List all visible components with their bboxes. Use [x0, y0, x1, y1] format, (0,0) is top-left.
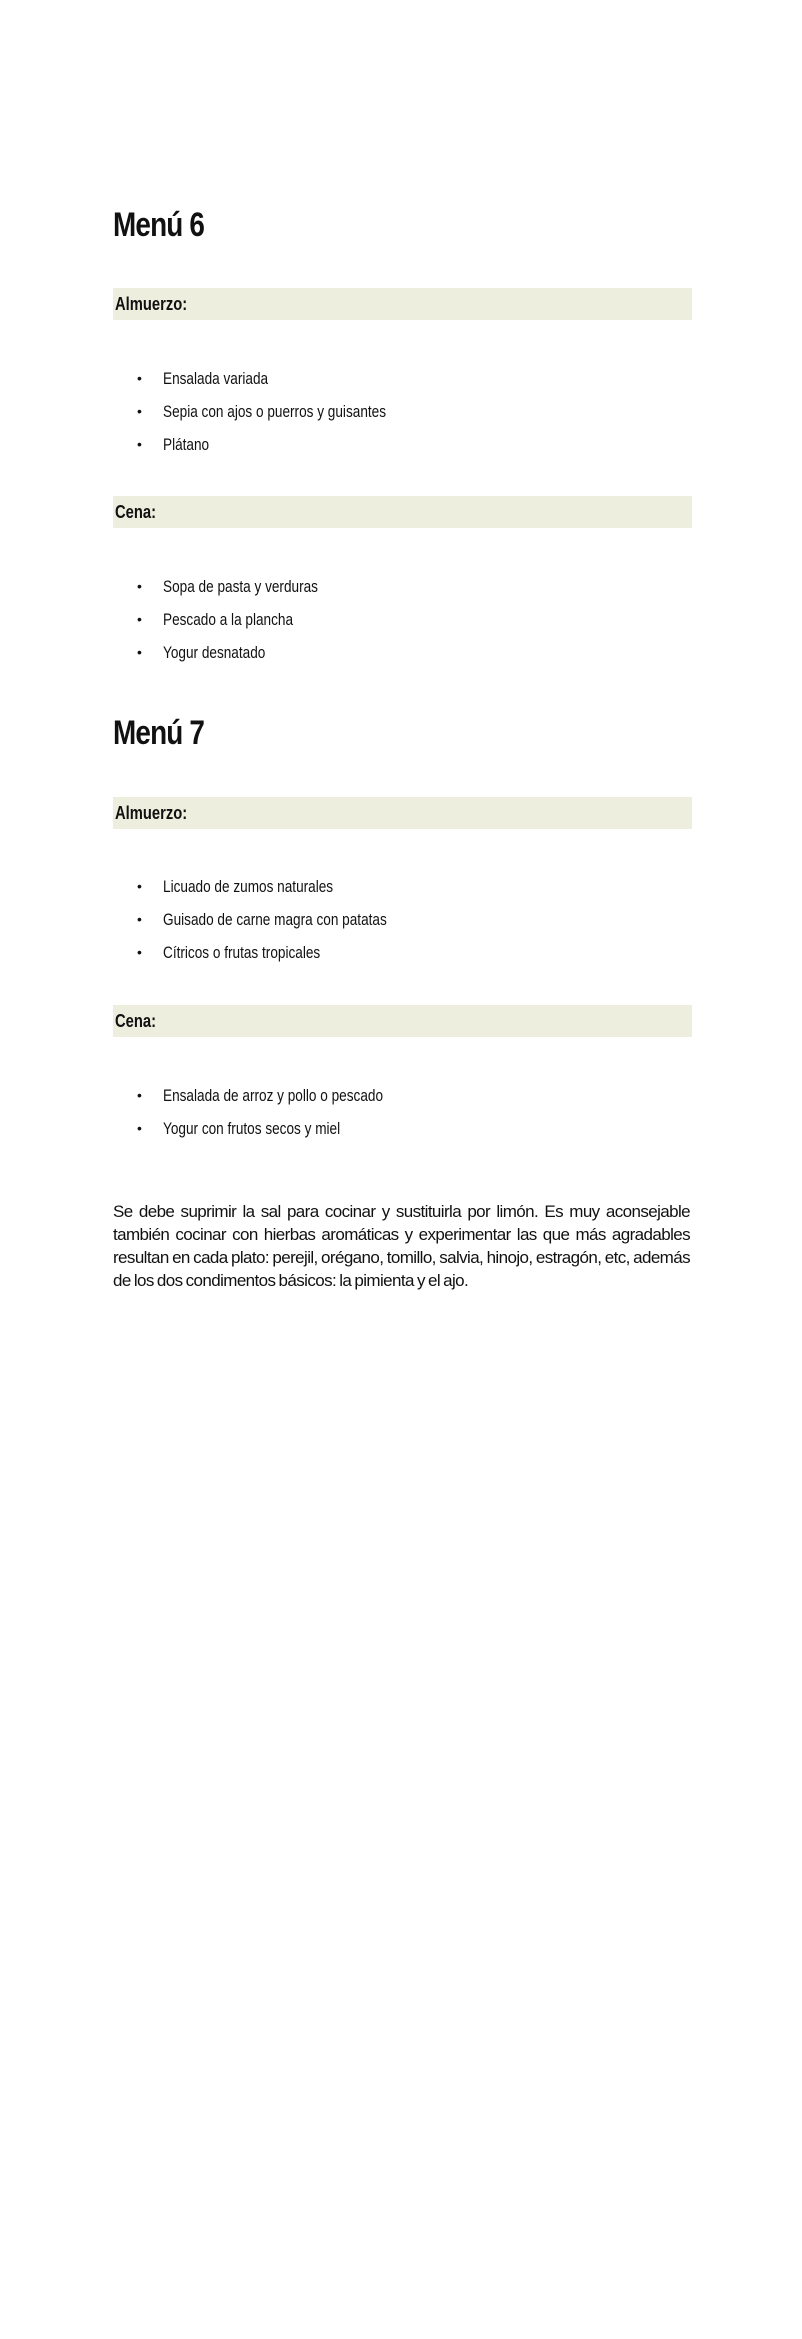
bullet-icon: • [137, 370, 142, 386]
list-item [113, 1079, 690, 1112]
menu-6-dinner-label: Cena: [115, 502, 157, 522]
list-item-text: Ensalada de arroz y pollo o pescado [163, 1086, 384, 1105]
menu-7-lunch-header [113, 797, 692, 829]
menu-6-title: Menú 6 [113, 206, 205, 244]
list-item [113, 870, 690, 903]
menu-6-dinner-header [113, 496, 692, 528]
bullet-icon: • [137, 403, 142, 419]
list-item-text: Ensalada variada [163, 369, 269, 388]
bullet-icon: • [137, 878, 142, 894]
list-item [113, 936, 690, 969]
list-item [113, 636, 690, 669]
bullet-icon: • [137, 611, 142, 627]
menu-7-lunch-label: Almuerzo: [115, 803, 188, 823]
bullet-icon: • [137, 578, 142, 594]
bullet-icon: • [137, 1087, 142, 1103]
list-item-text: Sopa de pasta y verduras [163, 577, 318, 596]
list-item-text: Licuado de zumos naturales [163, 877, 334, 896]
menu-7-dinner-list [113, 1079, 690, 1145]
menu-7-title: Menú 7 [113, 714, 205, 752]
bullet-icon: • [137, 1120, 142, 1136]
list-item-text: Yogur desnatado [163, 643, 266, 662]
list-item [113, 570, 690, 603]
list-item-text: Guisado de carne magra con patatas [163, 910, 387, 929]
menu-6-dinner-list [113, 570, 690, 669]
list-item [113, 1112, 690, 1145]
list-item-text: Yogur con frutos secos y miel [163, 1119, 341, 1138]
menu-6-lunch-list [113, 362, 690, 461]
menu-7-dinner-header [113, 1005, 692, 1037]
bullet-icon: • [137, 644, 142, 660]
cooking-note-paragraph: Se debe suprimir la sal para cocinar y sustituirla por limón. Es muy aconsejable también cocinar con hierbas aromáticas y experimentar las que más agradables resultan en cada plato: perejil, orégano, tomillo, salvia, hinojo, estragón, etc, además de los dos condimentos básicos: la pimienta y el ajo. [113, 1202, 690, 1290]
bullet-icon: • [137, 911, 142, 927]
list-item-text: Pescado a la plancha [163, 610, 294, 629]
list-item [113, 903, 690, 936]
list-item [113, 428, 690, 461]
list-item [113, 603, 690, 636]
bullet-icon: • [137, 436, 142, 452]
menu-6-lunch-header [113, 288, 692, 320]
list-item [113, 395, 690, 428]
menu-6-lunch-label: Almuerzo: [115, 294, 188, 314]
menu-7-lunch-list [113, 870, 690, 969]
menu-7-dinner-label: Cena: [115, 1011, 157, 1031]
bullet-icon: • [137, 944, 142, 960]
list-item [113, 362, 690, 395]
list-item-text: Cítricos o frutas tropicales [163, 943, 321, 962]
list-item-text: Sepia con ajos o puerros y guisantes [163, 402, 387, 421]
list-item-text: Plátano [163, 435, 210, 454]
